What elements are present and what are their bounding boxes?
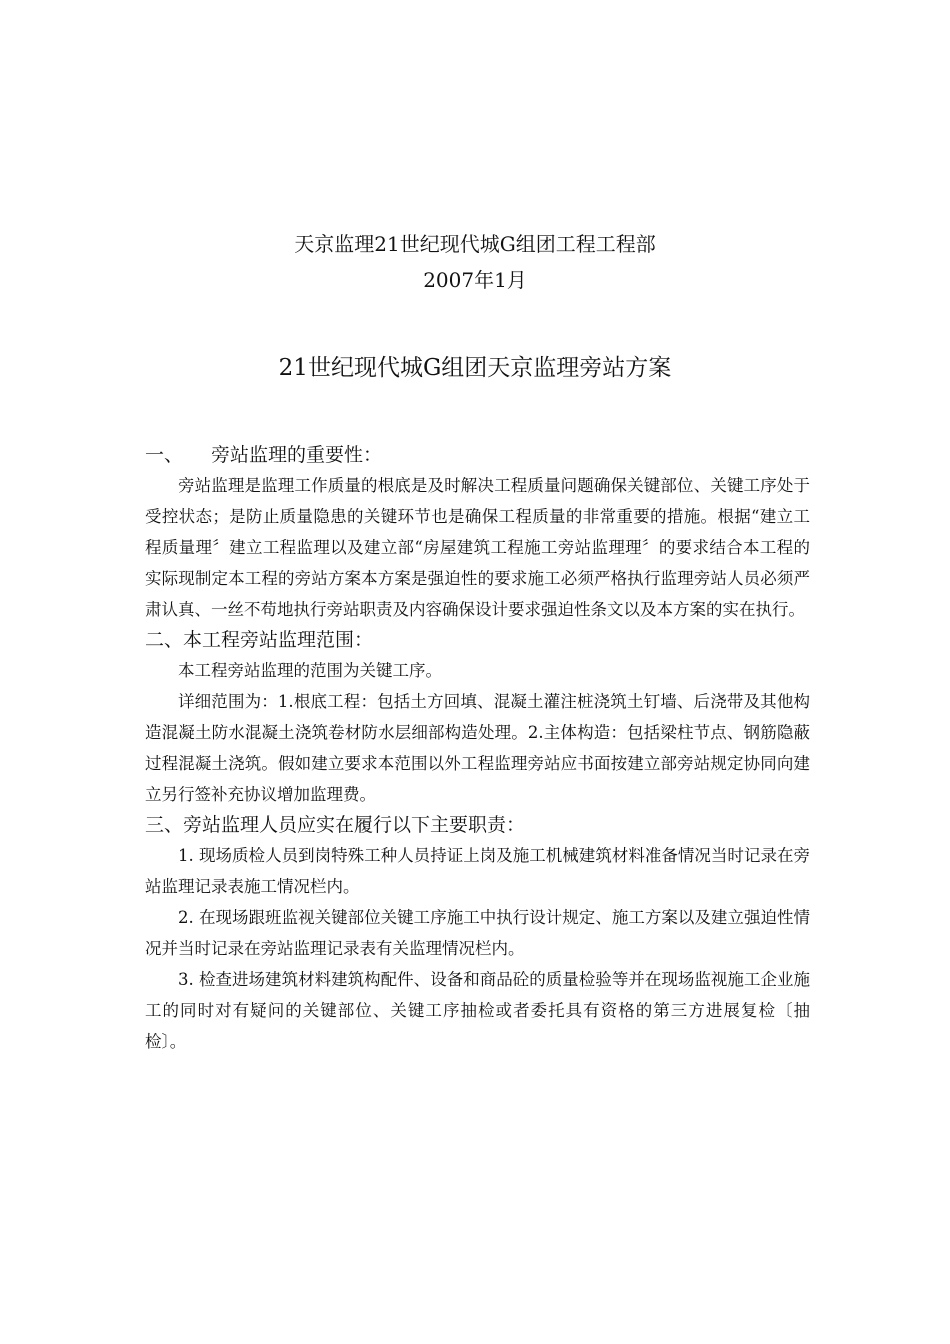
paragraph: 2. 在现场跟班监视关键部位关键工序施工中执行设计规定、施工方案以及建立强迫性情况并当时记录在旁站监理记录表有关监理情况栏内。	[145, 908, 810, 958]
header-date: 2007年1月	[423, 268, 527, 292]
header-organization: 天京监理21世纪现代城G组团工程工程部	[294, 232, 656, 256]
section-heading	[145, 625, 810, 655]
paragraph: 1. 现场质检人员到岗特殊工种人员持证上岗及施工机械建筑材料准备情况当时记录在旁站监理记录表施工情况栏内。	[145, 846, 810, 896]
paragraph: 详细范围为：1.根底工程：包括土方回填、混凝土灌注桩浇筑土钉墙、后浇带及其他构造混凝土防水混凝土浇筑卷材防水层细部构造处理。2.主体构造：包括梁柱节点、钢筋隐蔽过程混凝土浇筑。假如建立要求本范围以外工程监理旁站应书面按建立部旁站规定协同向建立另行签补充协议增加监理费。	[145, 692, 810, 804]
document-body	[145, 440, 810, 1057]
section-heading	[145, 440, 810, 470]
section-number: 二、	[145, 629, 184, 651]
section-number: 一、	[145, 444, 184, 466]
section-heading-text: 旁站监理的重要性：	[211, 444, 383, 466]
section-number: 三、	[145, 814, 184, 836]
section-heading-text: 旁站监理人员应实在履行以下主要职责：	[183, 814, 526, 836]
paragraph: 旁站监理是监理工作质量的根底是及时解决工程质量问题确保关键部位、关键工序处于受控状态；是防止质量隐患的关键环节也是确保工程质量的非常重要的措施。根据“建立工程质量理〞建立工程监理以及建立部“房屋建筑工程施工旁站监理理〞的要求结合本工程的实际现制定本工程的旁站方案本方案是强迫性的要求施工必须严格执行监理旁站人员必须严肃认真、一丝不苟地执行旁站职责及内容确保设计要求强迫性条文以及本方案的实在执行。	[145, 476, 810, 619]
section-heading	[145, 810, 810, 840]
paragraph: 3. 检查进场建筑材料建筑构配件、设备和商品砼的质量检验等并在现场监视施工企业施工的同时对有疑问的关键部位、关键工序抽检或者委托具有资格的第三方进展复检〔抽检〕。	[145, 970, 810, 1051]
paragraph: 本工程旁站监理的范围为关键工序。	[178, 661, 442, 680]
document-title: 21世纪现代城G组团天京监理旁站方案	[278, 355, 672, 381]
section-heading-text: 本工程旁站监理范围：	[183, 629, 374, 651]
